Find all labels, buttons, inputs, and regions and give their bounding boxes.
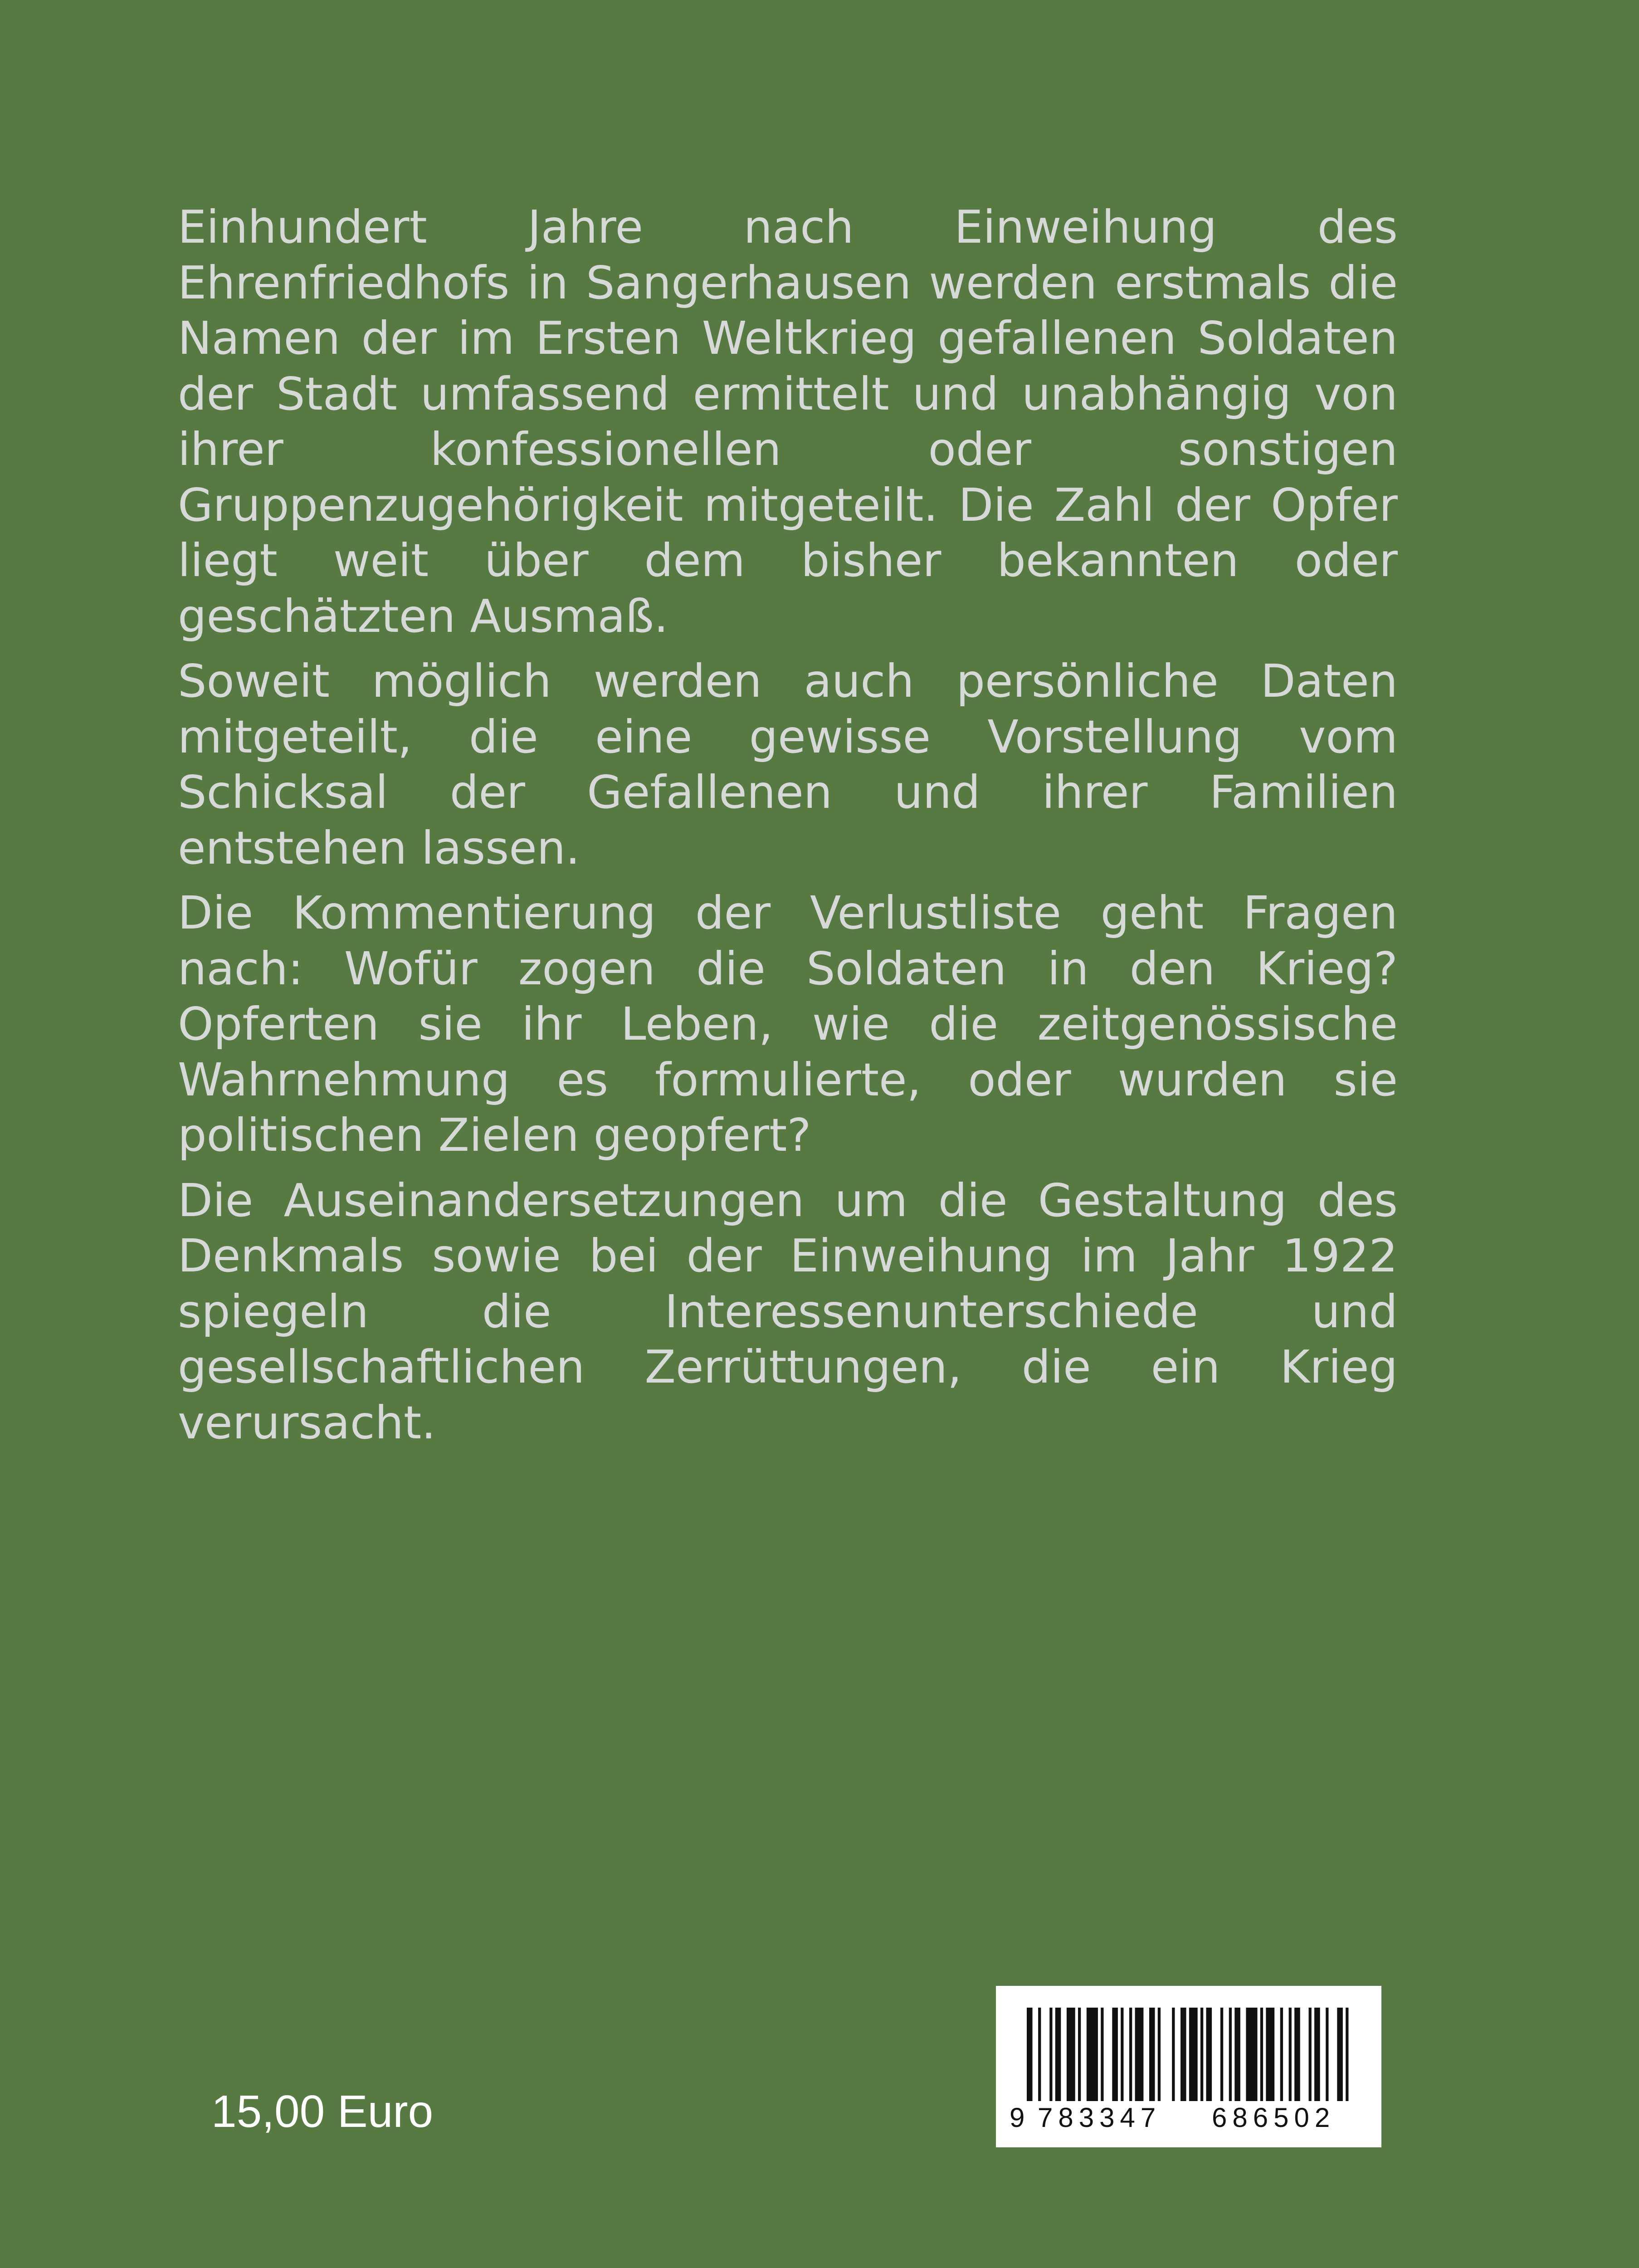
barcode-bar [1234, 2008, 1240, 2101]
barcode-bar [1038, 2008, 1041, 2101]
isbn-digits-left: 783347 [1038, 2102, 1161, 2133]
barcode-bar [1280, 2008, 1283, 2101]
barcode-bar [1229, 2008, 1232, 2101]
barcode-bar [1220, 2008, 1223, 2101]
blurb-text [178, 200, 1398, 1451]
barcode-bar [1101, 2008, 1103, 2101]
barcode-icon [996, 1986, 1381, 2104]
barcode-bar [1246, 2008, 1257, 2101]
barcode-bar [1149, 2008, 1155, 2101]
isbn-digits-right: 686502 [1212, 2102, 1336, 2133]
blurb-paragraph-2: Soweit möglich werden auch persönliche Daten mitgeteilt, die eine gewisse Vorstellung vom Schicksal der Gefallenen und ihrer Familien entstehen lassen. [178, 655, 1398, 875]
barcode-bar [1135, 2008, 1144, 2101]
barcode-bar [1055, 2008, 1061, 2101]
barcode-bar [1206, 2008, 1212, 2101]
price-label: 15,00 Euro [211, 2086, 434, 2137]
barcode-bar [1200, 2008, 1203, 2101]
barcode-bar [1314, 2008, 1320, 2101]
blurb-paragraph-1: Einhundert Jahre nach Einweihung des Ehrenfriedhofs in Sangerhausen werden erstmals die Namen der im Ersten Weltkrieg gefallenen Soldaten der Stadt umfassend ermittelt und unabhängig von ihrer konfessionellen oder sonstigen Gruppenzugehörigkeit mitgeteilt. Die Zahl der Opfer liegt weit über dem bisher bekannten oder geschätzten Ausmaß. [178, 200, 1398, 643]
barcode-bar [1158, 2008, 1161, 2101]
barcode-bar [1172, 2008, 1175, 2101]
barcode-bar [1260, 2008, 1263, 2101]
barcode-bar [1337, 2008, 1343, 2101]
barcode-bar [1309, 2008, 1312, 2101]
barcode-bar [1121, 2008, 1123, 2101]
barcode-bar [1112, 2008, 1118, 2101]
barcode-bar [1189, 2008, 1198, 2101]
barcode-bar [1078, 2008, 1081, 2101]
blurb-paragraph-4: Die Auseinandersetzungen um die Gestaltung des Denkmals sowie bei der Einweihung im Jahr 1922 spiegeln die Interessenunterschiede und gesellschaftlichen Zerrüttungen, die ein Krieg verursacht. [178, 1173, 1398, 1449]
barcode-bar [1346, 2008, 1348, 2101]
barcode-bar [1087, 2008, 1098, 2101]
barcode-bar [1294, 2008, 1300, 2101]
barcode-bar [1049, 2008, 1052, 2101]
isbn-digits [996, 2102, 1381, 2134]
barcode-bar [1129, 2008, 1132, 2101]
isbn-digit-first: 9 [1010, 2102, 1030, 2133]
barcode-bar [1326, 2008, 1328, 2101]
barcode-bar [1027, 2008, 1033, 2101]
barcode-bar [1067, 2008, 1075, 2101]
blurb-paragraph-3: Die Kommentierung der Verlustliste geht Fragen nach: Wofür zogen die Soldaten in den Krieg? Opferten sie ihr Leben, wie die zeitgenössische Wahrnehmung es formulierte, oder wurden sie politischen Zielen geopfert? [178, 886, 1398, 1162]
isbn-barcode [996, 1986, 1381, 2147]
barcode-bar [1180, 2008, 1186, 2101]
barcode-bar [1266, 2008, 1274, 2101]
barcode-bar [1289, 2008, 1292, 2101]
